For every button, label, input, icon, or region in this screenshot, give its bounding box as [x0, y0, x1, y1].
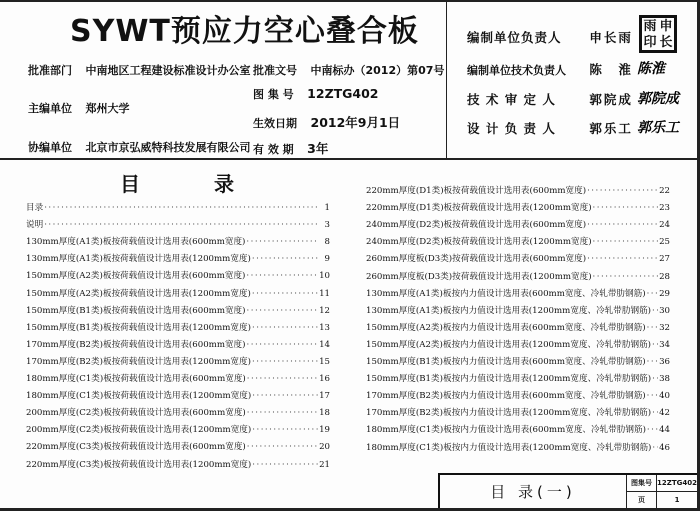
toc-item[interactable]: 240mm厚度(D2类)板按荷载值设计选用表(600mm宽度) ····· 24 [366, 213, 670, 230]
toc-item[interactable]: 150mm厚度(B1类)板按荷载值设计选用表(1200mm宽度) ····· 13 [26, 316, 330, 333]
validity-value: 3年 [307, 141, 329, 156]
toc-item[interactable]: 130mm厚度(A1类)板按内力值设计选用表(600mm宽度、冷轧带肋钢筋) ····· 29 [366, 282, 670, 299]
responsible-role: 编制单位负责人 [467, 30, 562, 45]
toc-item[interactable]: 170mm厚度(B2类)板按内力值设计选用表(600mm宽度、冷轧带肋钢筋) ····· 40 [366, 384, 670, 401]
toc-item[interactable]: 说明 ····· 3 [26, 213, 330, 230]
seal-char: 长 [659, 34, 673, 50]
toc-item[interactable]: 150mm厚度(B1类)板按荷载值设计选用表(600mm宽度) ····· 12 [26, 299, 330, 316]
approval-number-label: 批准文号 [253, 64, 297, 77]
signature-guo-legong: 郭乐工 [637, 120, 679, 136]
responsible-role: 技 术 审 定 人 [467, 92, 556, 107]
chief-editor-label: 主编单位 [28, 102, 72, 115]
approval-number-value: 中南标办（2012）第07号 [310, 64, 445, 77]
header-divider [0, 158, 697, 160]
toc-item[interactable]: 200mm厚度(C2类)板按荷载值设计选用表(1200mm宽度) ····· 19 [26, 418, 330, 435]
signature-guo-yuancheng: 郭院成 [637, 91, 679, 107]
toc-item[interactable]: 240mm厚度(D2类)板按荷载值设计选用表(1200mm宽度) ····· 25 [366, 230, 670, 247]
effective-date-label: 生效日期 [253, 117, 297, 130]
chief-editor-row [28, 100, 130, 116]
responsible-role: 设 计 负 责 人 [467, 121, 556, 136]
toc-item[interactable]: 170mm厚度(B2类)板按内力值设计选用表(1200mm宽度、冷轧带肋钢筋) ····· 42 [366, 401, 670, 418]
toc-item[interactable]: 220mm厚度(C3类)板按荷载值设计选用表(1200mm宽度) ····· 21 [26, 452, 330, 469]
toc-item[interactable]: 170mm厚度(B2类)板按荷载值设计选用表(1200mm宽度) ····· 15 [26, 350, 330, 367]
toc-item[interactable]: 260mm厚度板(D3类)按荷载值设计选用表(1200mm宽度) ····· 28 [366, 264, 670, 281]
toc-item[interactable]: 170mm厚度(B2类)板按荷载值设计选用表(600mm宽度) ····· 14 [26, 333, 330, 350]
toc-item[interactable]: 150mm厚度(A2类)板按荷载值设计选用表(1200mm宽度) ····· 11 [26, 281, 330, 298]
responsible-role: 编制单位技术负责人 [467, 64, 566, 77]
responsible-persons-panel [447, 2, 697, 158]
atlas-number-row [253, 86, 379, 102]
validity-label: 有 效 期 [253, 143, 294, 156]
toc-item[interactable]: 150mm厚度(B1类)板按内力值设计选用表(1200mm宽度、冷轧带肋钢筋) ····· 38 [366, 367, 670, 384]
toc-item[interactable]: 130mm厚度(A1类)板按荷载值设计选用表(600mm宽度) ····· 8 [26, 230, 330, 247]
responsible-name: 陈 淮 [589, 62, 633, 77]
toc-title-char-1: 目 [120, 172, 140, 196]
toc-item[interactable]: 260mm厚度板(D3类)按荷载值设计选用表(600mm宽度) ····· 27 [366, 247, 670, 264]
responsible-row [467, 60, 659, 78]
toc-item[interactable]: 180mm厚度(C1类)板按内力值设计选用表(600mm宽度、冷轧带肋钢筋) ····· 44 [366, 418, 670, 435]
atlas-number-value: 12ZTG402 [307, 86, 379, 101]
seal-char: 印 [643, 34, 657, 50]
toc-item[interactable]: 130mm厚度(A1类)板按内力值设计选用表(1200mm宽度、冷轧带肋钢筋) ····· 30 [366, 299, 670, 316]
atlas-number-label: 图集号 [627, 475, 657, 492]
seal-char: 雨 [643, 18, 657, 34]
chief-editor-value: 郑州大学 [85, 102, 130, 115]
atlas-number-value: 12ZTG402 [657, 475, 697, 492]
toc-item[interactable]: 220mm厚度(C3类)板按荷载值设计选用表(600mm宽度) ····· 20 [26, 435, 330, 452]
responsible-name: 申长雨 [589, 30, 633, 45]
effective-date-value: 2012年9月1日 [310, 115, 401, 130]
toc-item[interactable]: 220mm厚度(D1类)板按荷载值设计选用表(600mm宽度) ····· 22 [366, 179, 670, 196]
co-editor-value: 北京市京弘威特科技发展有限公司 [85, 141, 251, 154]
title-block [438, 473, 697, 508]
signature-chen: 陈淮 [637, 61, 665, 77]
toc-item[interactable]: 150mm厚度(B1类)板按内力值设计选用表(600mm宽度、冷轧带肋钢筋) ····· 36 [366, 350, 670, 367]
responsible-row [467, 119, 659, 137]
toc-item[interactable]: 150mm厚度(A2类)板按内力值设计选用表(1200mm宽度、冷轧带肋钢筋) ····· 34 [366, 333, 670, 350]
toc-item[interactable]: 180mm厚度(C1类)板按内力值设计选用表(1200mm宽度、冷轧带肋钢筋) ····· 46 [366, 435, 670, 452]
toc-item[interactable]: 180mm厚度(C1类)板按荷载值设计选用表(1200mm宽度) ····· 17 [26, 384, 330, 401]
responsible-name: 郭乐工 [589, 121, 633, 136]
responsible-row [467, 28, 659, 46]
page-label: 页 [627, 492, 657, 509]
approval-dept-value: 中南地区工程建设标准设计办公室 [85, 64, 251, 77]
toc-item[interactable]: 200mm厚度(C2类)板按荷载值设计选用表(600mm宽度) ····· 18 [26, 401, 330, 418]
toc-left-column [26, 196, 330, 470]
page-number: 1 [674, 495, 680, 504]
toc-title-char-2: 录 [214, 172, 234, 196]
co-editor-label: 协编单位 [28, 141, 72, 154]
atlas-number-label: 图 集 号 [253, 88, 294, 101]
atlas-title: SYWT预应力空心叠合板 [70, 14, 419, 49]
responsible-row [467, 90, 659, 108]
seal-stamp-icon [639, 15, 677, 53]
toc-item[interactable]: 150mm厚度(A2类)板按内力值设计选用表(600mm宽度、冷轧带肋钢筋) ····· 32 [366, 316, 670, 333]
toc-item[interactable]: 150mm厚度(A2类)板按荷载值设计选用表(600mm宽度) ····· 10 [26, 264, 330, 281]
approval-number-row [253, 62, 444, 78]
toc-item[interactable]: 目录 ····· 1 [26, 196, 330, 213]
co-editor-row [28, 139, 251, 155]
header-info-panel [0, 2, 447, 158]
toc-item[interactable]: 130mm厚度(A1类)板按荷载值设计选用表(1200mm宽度) ····· 9 [26, 247, 330, 264]
seal-char: 申 [659, 18, 673, 34]
sheet-name: 目 录(一) [440, 475, 627, 508]
toc-item[interactable]: 180mm厚度(C1类)板按荷载值设计选用表(600mm宽度) ····· 16 [26, 367, 330, 384]
title-block-grid [627, 475, 697, 508]
toc-right-column [366, 179, 670, 453]
validity-row [253, 139, 328, 157]
approval-dept-row [28, 62, 251, 78]
effective-date-row [253, 113, 400, 131]
toc-item[interactable]: 220mm厚度(D1类)板按荷载值设计选用表(1200mm宽度) ····· 23 [366, 196, 670, 213]
responsible-name: 郭院成 [589, 92, 633, 107]
approval-dept-label: 批准部门 [28, 64, 72, 77]
